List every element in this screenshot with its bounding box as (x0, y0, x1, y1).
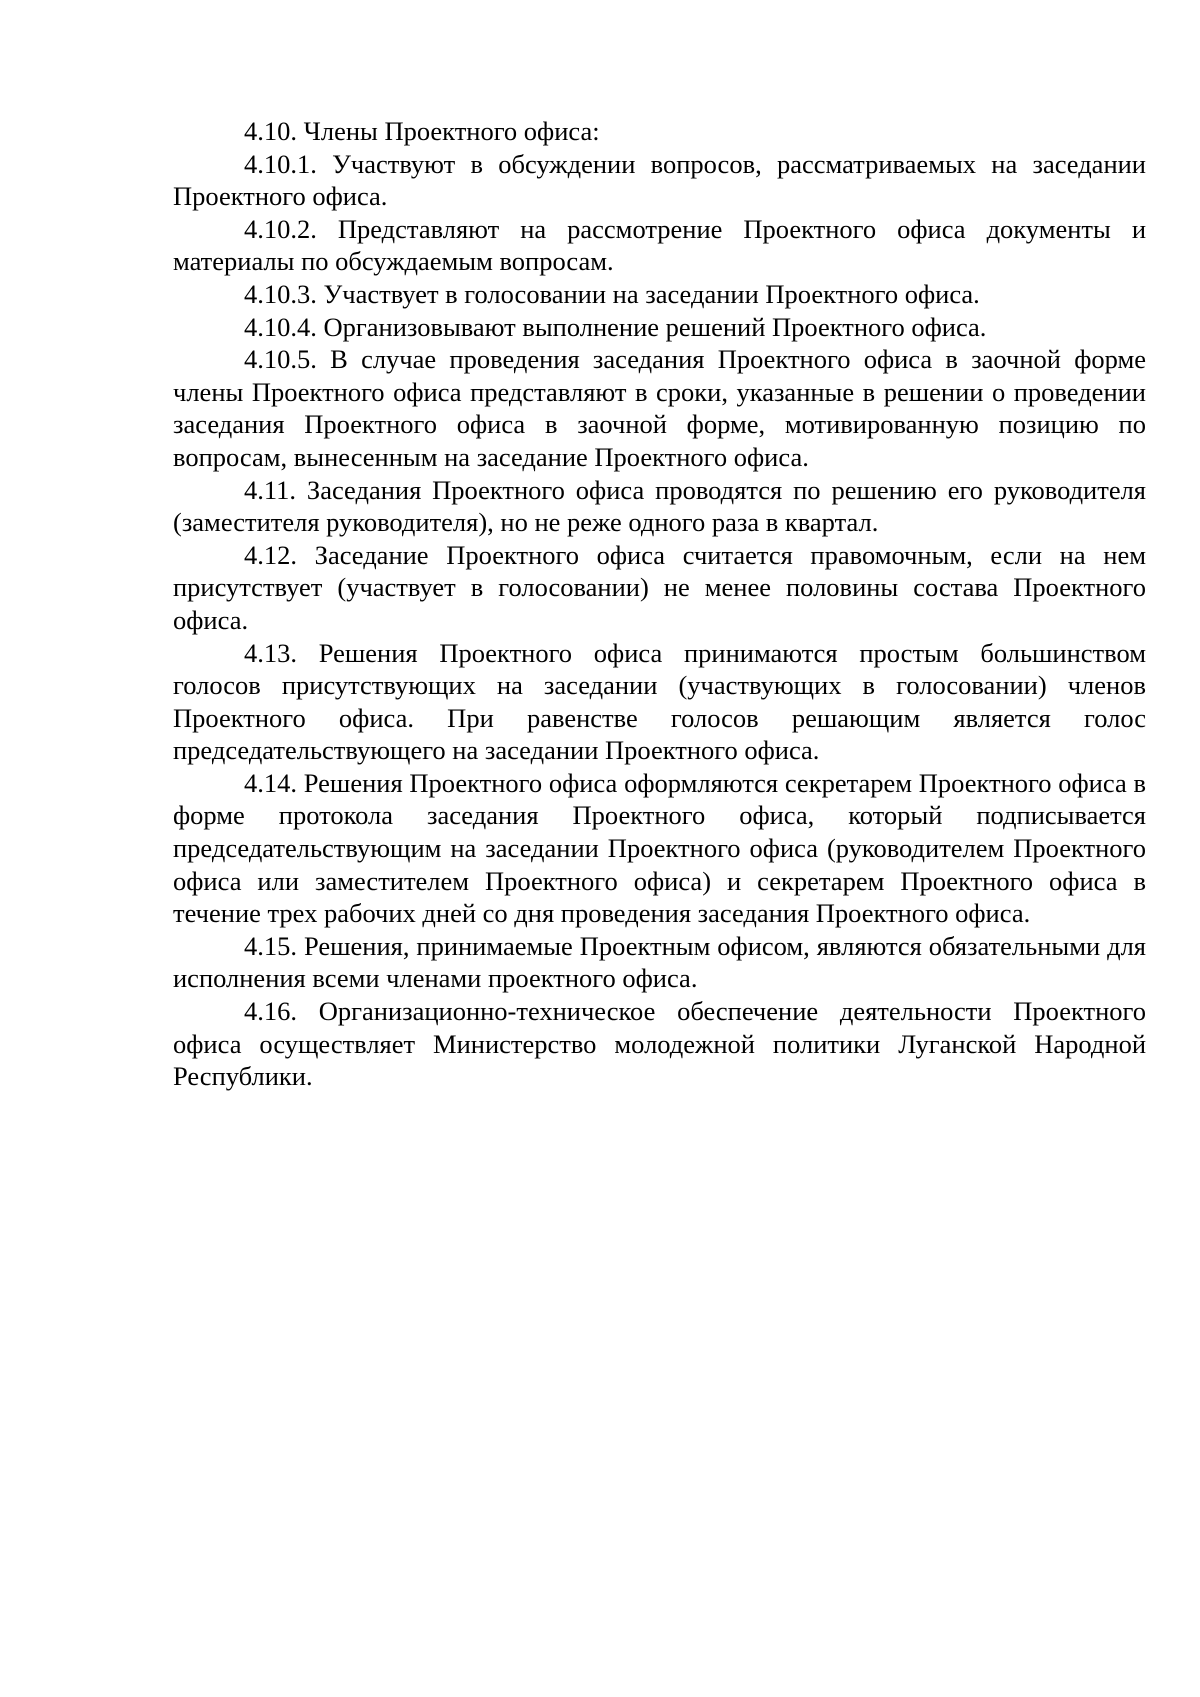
paragraph-4-10-5: 4.10.5. В случае проведения заседания Проектного офиса в заочной форме члены Проектного офиса представляют в сроки, указанные в решении о проведении заседания Проектного офиса в заочной форме, мотивированную позицию по вопросам, вынесенным на заседание Проектного офиса. (173, 344, 1146, 472)
document-body (173, 115, 1146, 1093)
paragraph-4-14: 4.14. Решения Проектного офиса оформляются секретарем Проектного офиса в форме протокола заседания Проектного офиса, который подписывается председательствующим на заседании Проектного офиса (руководителем Проектного офиса или заместителем Проектного офиса) и секретарем Проектного офиса в течение трех рабочих дней со дня проведения заседания Проектного офиса. (173, 767, 1146, 929)
paragraph-4-15: 4.15. Решения, принимаемые Проектным офисом, являются обязательными для исполнения всеми членами проектного офиса. (173, 930, 1146, 994)
paragraph-4-16: 4.16. Организационно-техническое обеспечение деятельности Проектного офиса осуществляет Министерство молодежной политики Луганской Народной Республики. (173, 996, 1146, 1092)
paragraph-4-10-2: 4.10.2. Представляют на рассмотрение Проектного офиса документы и материалы по обсуждаемым вопросам. (173, 213, 1146, 277)
paragraph-4-10: 4.10. Члены Проектного офиса: (244, 116, 600, 146)
paragraph-4-13: 4.13. Решения Проектного офиса принимаются простым большинством голосов присутствующих на заседании (участвующих в голосовании) членов Проектного офиса. При равенстве голосов решающим является голос председательствующего на заседании Проектного офиса. (173, 637, 1146, 766)
paragraph-4-10-3: 4.10.3. Участвует в голосовании на заседании Проектного офиса. (244, 278, 980, 309)
paragraph-4-11: 4.11. Заседания Проектного офиса проводятся по решению его руководителя (заместителя руководителя), но не реже одного раза в квартал. (173, 474, 1146, 538)
paragraph-4-10-1: 4.10.1. Участвуют в обсуждении вопросов, рассматриваемых на заседании Проектного офиса. (173, 148, 1146, 212)
paragraph-4-12: 4.12. Заседание Проектного офиса считается правомочным, если на нем присутствует (участвует в голосовании) не менее половины состава Проектного офиса. (173, 539, 1146, 635)
paragraph-4-10-4: 4.10.4. Организовывают выполнение решений Проектного офиса. (244, 311, 987, 342)
